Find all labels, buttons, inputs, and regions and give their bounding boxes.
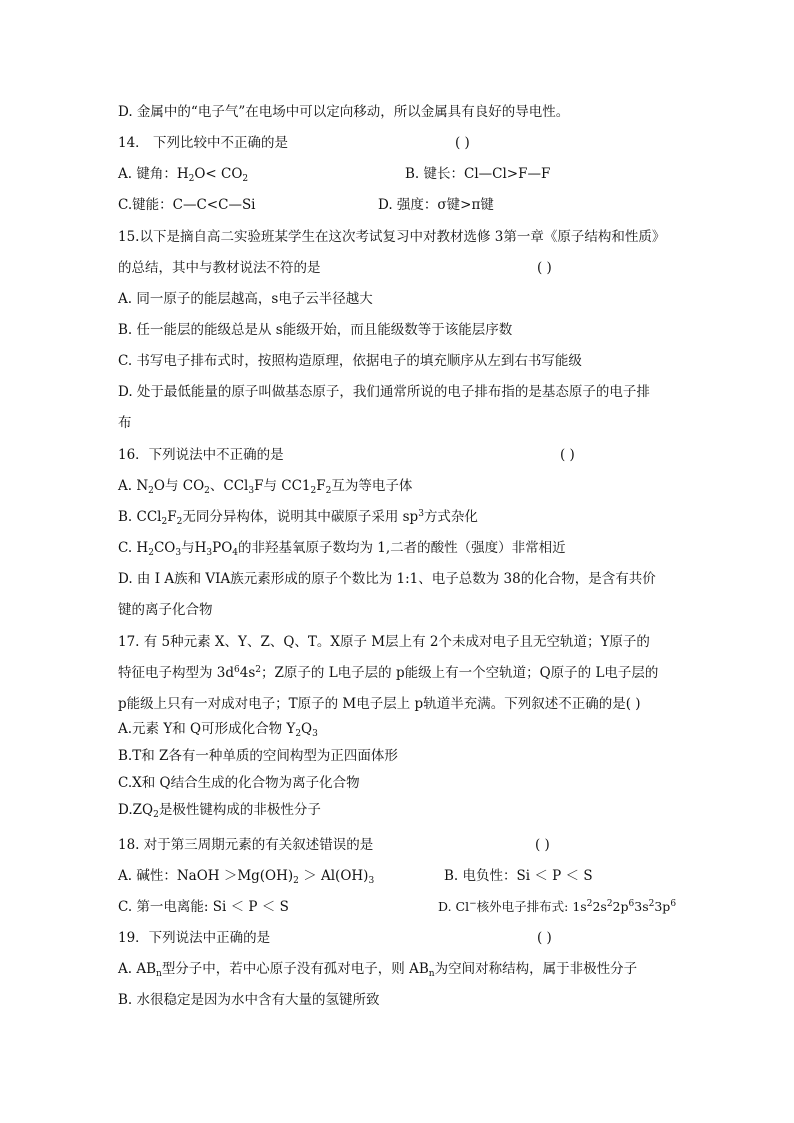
q16-option-d-line1: D. 由 I A族和 VIA族元素形成的原子个数比为 1:1、电子总数为 38的化合物，是含有共价 (118, 571, 656, 587)
q14-option-c: C.键能：C—C<C—Si (118, 197, 256, 213)
q15-option-d-line1: D. 处于最低能量的原子叫做基态原子，我们通常所说的电子排布指的是基态原子的电子排 (118, 384, 650, 400)
q14-answer-paren: ( ) (455, 135, 470, 151)
q15-option-a: A. 同一原子的能层越高，s电子云半径越大 (118, 291, 373, 307)
q15-option-c: C. 书写电子排布式时，按照构造原理，依据电子的填充顺序从左到右书写能级 (118, 353, 582, 369)
q18-option-c: C. 第一电离能: Si ＜ P ＜ S (118, 899, 289, 915)
q17-option-d: $D.ZQ_2$是极性键构成的非极性分子 (118, 802, 321, 820)
q15-option-b: B. 任一能层的能级总是从 s能级开始，而且能级数等于该能层序数 (118, 322, 513, 338)
q18-option-a: A. 碱性：NaOH $>Mg(OH)_2 > Al(OH)_3$ (118, 868, 375, 886)
q16-option-c: C. $H_2CO_3$与$H_3PO_4$的非羟基氧原子数均为 1,二者的酸性（强度）非常相近 (118, 540, 566, 558)
q17-option-a: A.元素 Y和 Q可形成化合物 $Y_2Q_3$ (118, 721, 318, 739)
q18-option-d: D. Cl−核外电子排布式: $1s^22s^22p^63s^23p^6$ (438, 899, 677, 914)
q16-option-d-line2: 键的离子化合物 (118, 602, 213, 618)
q16-option-a: A. $N_2O$与 $CO_2$、CCl$_3$F与 $CC1_2F_2$互为等电子体 (118, 478, 413, 496)
q19-option-a: A. $AB_n$型分子中，若中心原子没有孤对电子，则 $AB_n$为空间对称结构，属于非极性分子 (118, 961, 638, 979)
q15-option-d-line2: 布 (118, 415, 132, 431)
q16-option-b: B. $CCl_2F_2$无同分异构体，说明其中碳原子采用 $sp^3$方式杂化 (118, 509, 478, 527)
q14-option-b: B. 键长：Cl—Cl>F—F (405, 166, 551, 182)
q15-stem-line2: 的总结，其中与教材说法不符的是 (118, 260, 321, 276)
q13-option-d: D. 金属中的“电子气”在电场中可以定向移动，所以金属具有良好的导电性。 (118, 104, 570, 120)
q14-stem: 14． 下列比较中不正确的是 (118, 135, 288, 151)
q14-option-a: A. 键角：$H_2O< CO_2$ (118, 166, 249, 184)
q17-stem-line1: 17. 有 5种元素 X、Y、Z、Q、T。X原子 M层上有 2个未成对电子且无空轨道；Y原子的 (118, 634, 650, 650)
q18-option-b: B. 电负性：Si ＜ P ＜ S (444, 868, 593, 884)
q18-stem: 18. 对于第三周期元素的有关叙述错误的是 (118, 837, 374, 853)
q19-option-b: B. 水很稳定是因为水中含有大量的氢键所致 (118, 992, 380, 1008)
q14-option-d: D. 强度：σ键>π键 (378, 197, 494, 213)
q16-answer-paren: ( ) (560, 447, 575, 463)
q16-stem: 16．下列说法中不正确的是 (118, 447, 284, 463)
q19-answer-paren: ( ) (537, 930, 552, 946)
q18-answer-paren: ( ) (535, 837, 550, 853)
q15-answer-paren: ( ) (537, 260, 552, 276)
q17-stem-line2: 特征电子构型为 $3d^64s^2$；Z原子的 L电子层的 p能级上有一个空轨道；Q原子的 L电子层的 (118, 665, 659, 681)
q19-stem: 19．下列说法中正确的是 (118, 930, 271, 946)
q15-stem-line1: 15.以下是摘自高二实验班某学生在这次考试复习中对教材选修 3第一章《原子结构和性质》 (118, 229, 666, 245)
q17-stem-line3: p能级上只有一对成对电子；T原子的 M电子层上 p轨道半充满。下列叙述不正确的是( ) (118, 696, 641, 712)
q17-option-b: B.T和 Z各有一种单质的空间构型为正四面体形 (118, 748, 398, 764)
q17-option-c: C.X和 Q结合生成的化合物为离子化合物 (118, 775, 360, 791)
